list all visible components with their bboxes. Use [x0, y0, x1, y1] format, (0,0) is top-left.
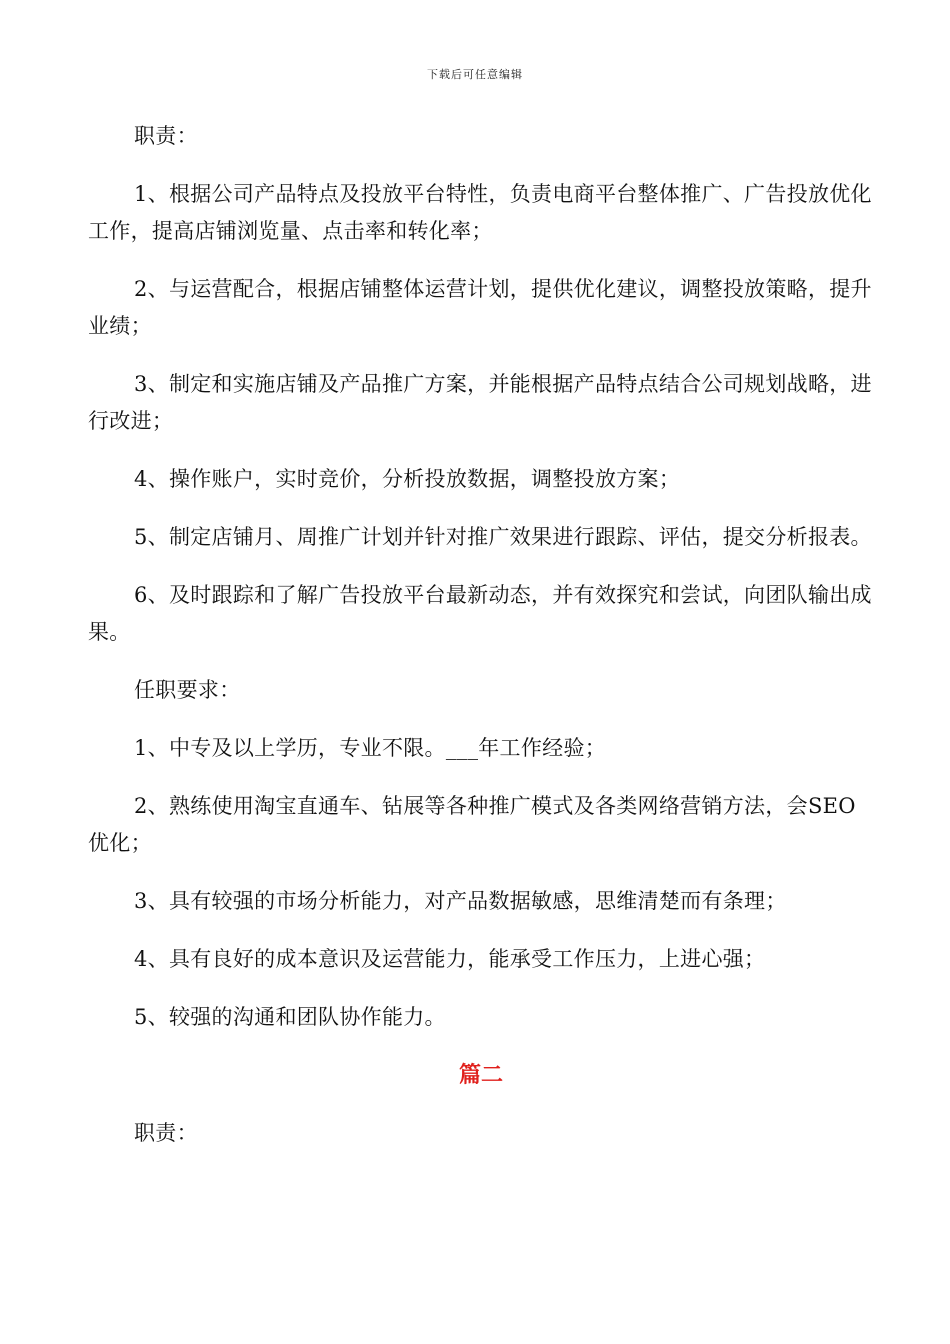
requirements-heading: 任职要求： [134, 678, 241, 702]
header-note: 下载后可任意编辑 [427, 68, 523, 81]
requirement-item: 3、具有较强的市场分析能力，对产品数据敏感，思维清楚而有条理； [134, 889, 787, 913]
requirement-item: 4、具有良好的成本意识及运营能力，能承受工作压力，上进心强； [134, 947, 766, 971]
requirement-item: 5、较强的沟通和团队协作能力。 [134, 1005, 446, 1029]
section-title: 篇二 [458, 1062, 503, 1088]
duty-item: 2、与运营配合，根据店铺整体运营计划，提供优化建议，调整投放策略，提升业绩； [88, 277, 872, 338]
requirement-item: 1、中专及以上学历，专业不限。___年工作经验； [134, 736, 607, 760]
duty-item: 1、根据公司产品特点及投放平台特性，负责电商平台整体推广、广告投放优化工作，提高店铺浏览量、点击率和转化率； [88, 182, 872, 243]
document-body [88, 118, 874, 1173]
duty-item: 3、制定和实施店铺及产品推广方案，并能根据产品特点结合公司规划战略，进行改进； [88, 372, 872, 433]
duties-heading-section2: 职责： [134, 1121, 198, 1145]
duty-item: 5、制定店铺月、周推广计划并针对推广效果进行跟踪、评估，提交分析报表。 [134, 525, 872, 549]
requirement-item: 2、熟练使用淘宝直通车、钻展等各种推广模式及各类网络营销方法，会SEO优化； [88, 794, 856, 855]
duty-item: 6、及时跟踪和了解广告投放平台最新动态，并有效探究和尝试，向团队输出成果。 [88, 583, 872, 644]
duties-heading: 职责： [134, 124, 198, 148]
duty-item: 4、操作账户，实时竞价，分析投放数据，调整投放方案； [134, 467, 681, 491]
